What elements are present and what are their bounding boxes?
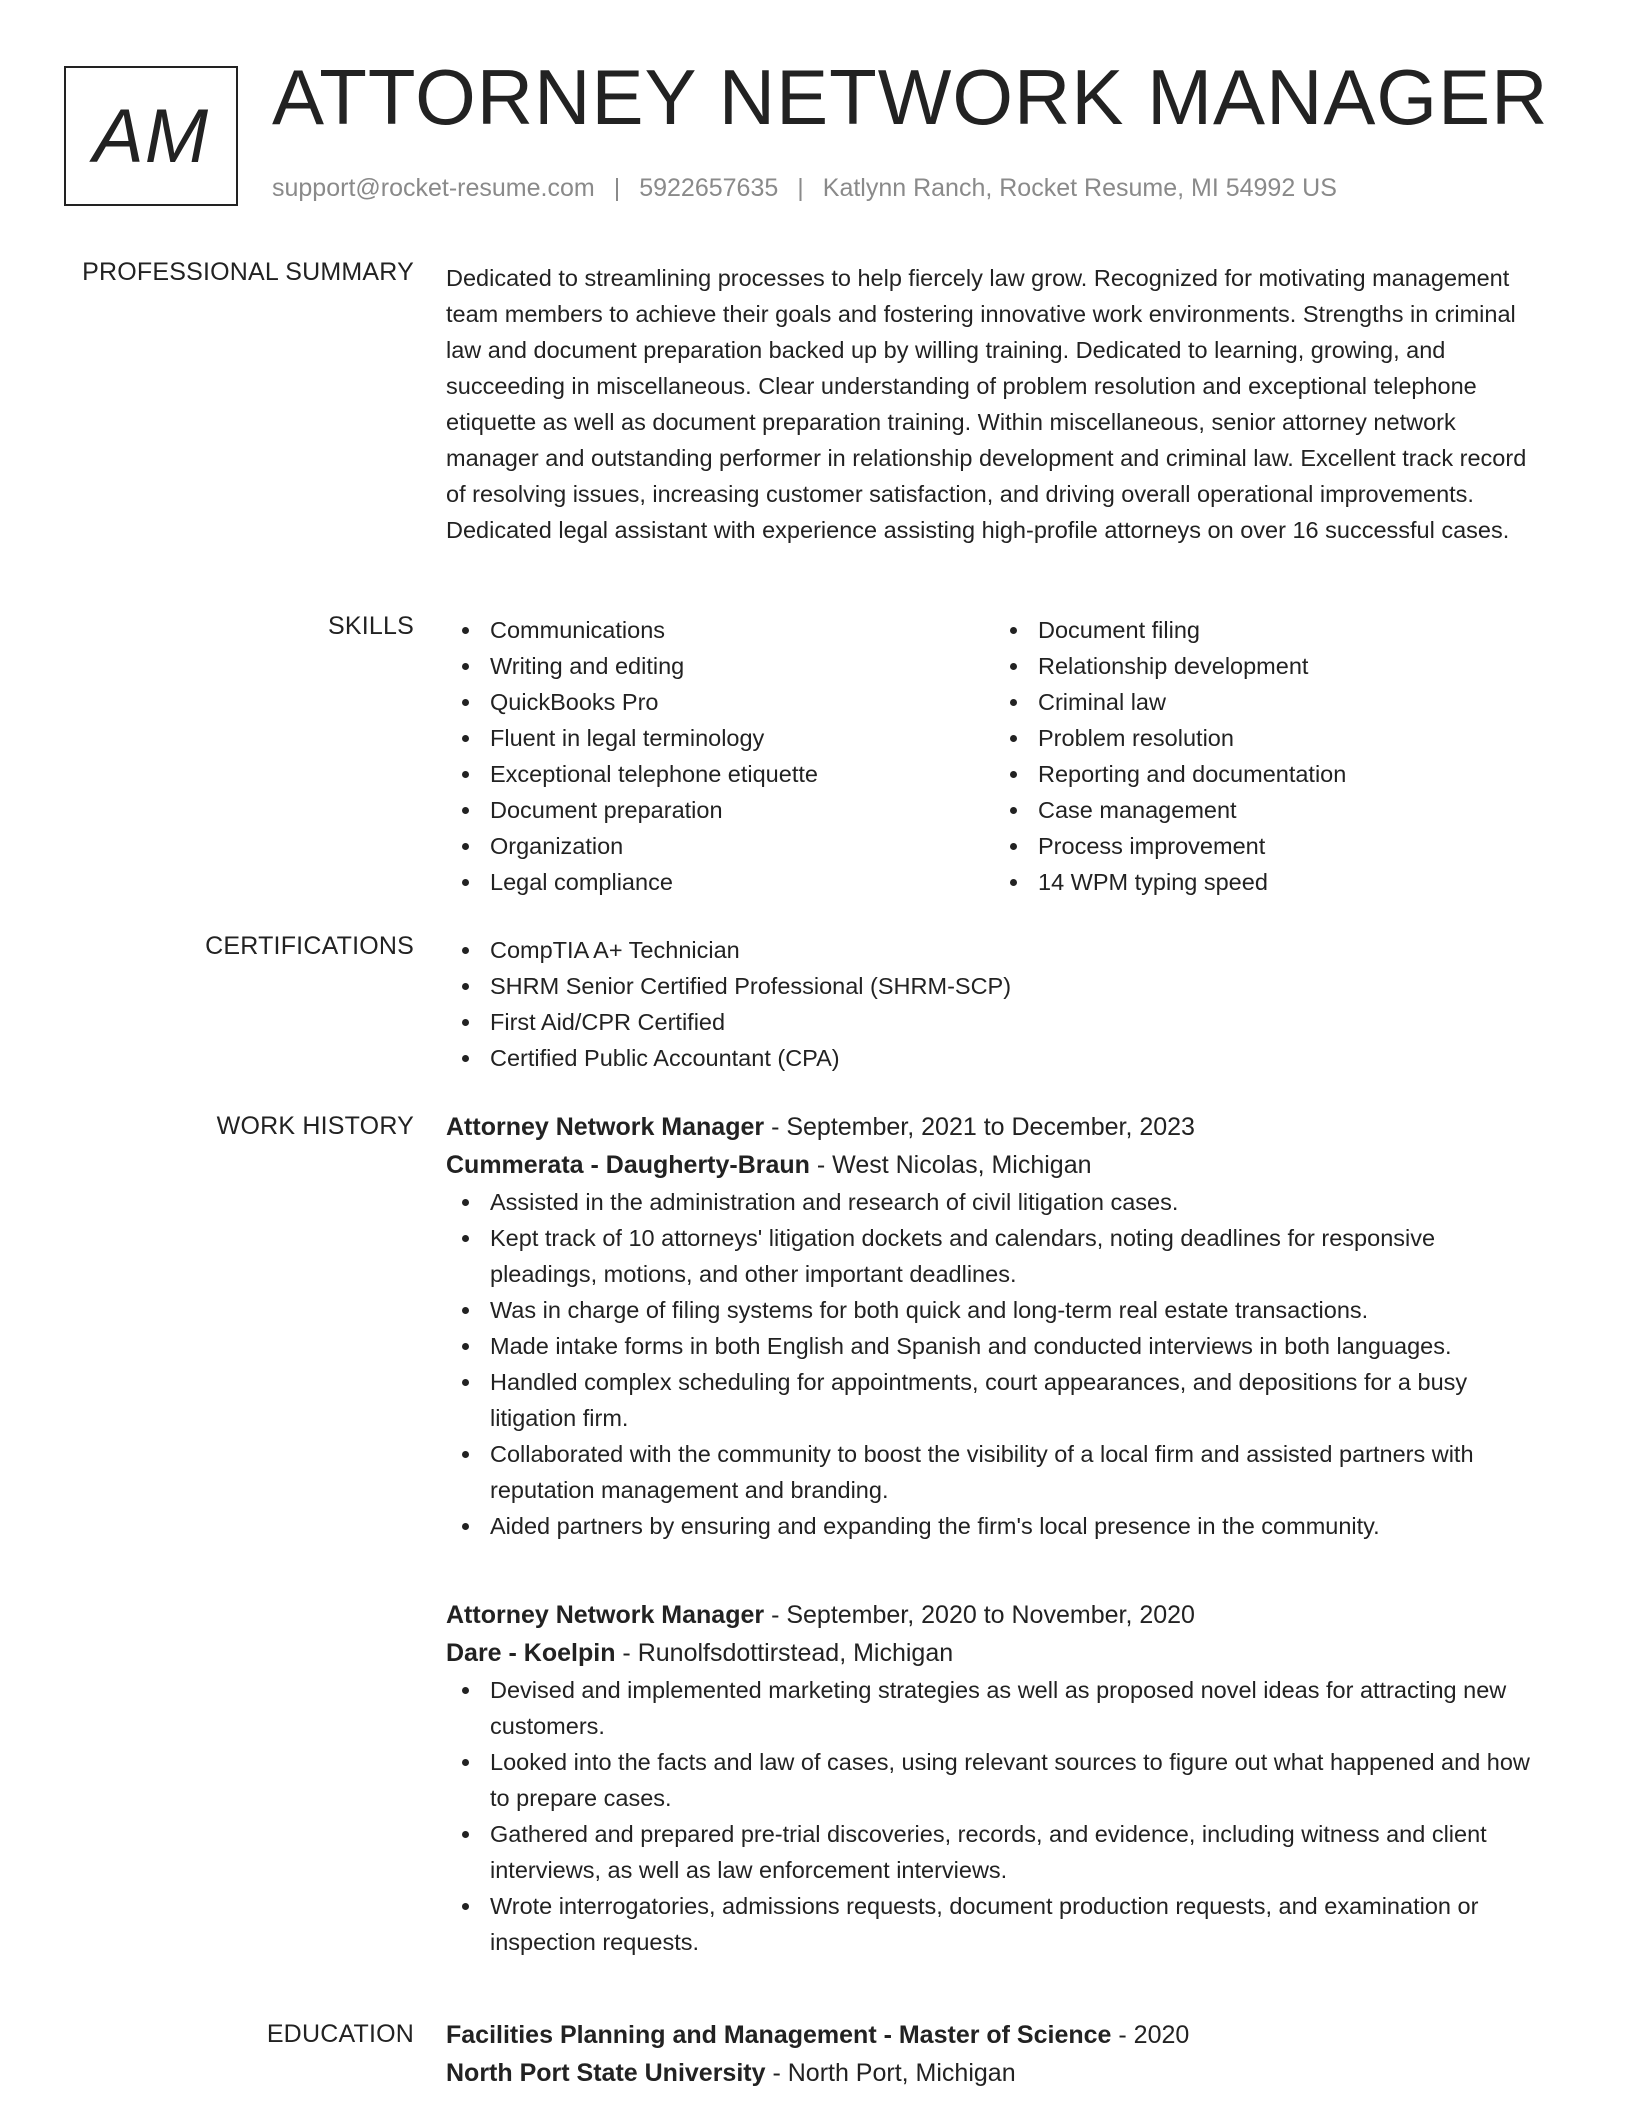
certification-item: First Aid/CPR Certified xyxy=(446,1004,1546,1040)
contact-separator: | xyxy=(613,174,621,202)
job-company: Cummerata - Daugherty-Braun xyxy=(446,1151,810,1179)
certification-item: CompTIA A+ Technician xyxy=(446,932,1546,968)
job-title: Attorney Network Manager xyxy=(446,1601,765,1629)
contact-separator: | xyxy=(797,174,804,202)
monogram-box xyxy=(64,66,238,206)
skill-item: 14 WPM typing speed xyxy=(994,864,1542,900)
skill-item: QuickBooks Pro xyxy=(446,684,994,720)
skill-item: Document preparation xyxy=(446,792,994,828)
skill-item: Problem resolution xyxy=(994,720,1542,756)
job-duty: Looked into the facts and law of cases, using relevant sources to figure out what happened and how to prepare cases. xyxy=(446,1744,1546,1816)
skill-item: Reporting and documentation xyxy=(994,756,1542,792)
skill-item: Exceptional telephone etiquette xyxy=(446,756,994,792)
job-duty: Made intake forms in both English and Spanish and conducted interviews in both languages. xyxy=(446,1328,1546,1364)
skill-item: Relationship development xyxy=(994,648,1542,684)
job-location: - Runolfsdottirstead, Michigan xyxy=(615,1639,954,1667)
job-duty: Handled complex scheduling for appointments, court appearances, and depositions for a busy litigation firm. xyxy=(446,1364,1546,1436)
job-company-line xyxy=(446,1146,1546,1184)
skills-grid xyxy=(446,612,1546,900)
skill-item: Writing and editing xyxy=(446,648,994,684)
monogram-initials: AM xyxy=(93,93,209,179)
job-location: - West Nicolas, Michigan xyxy=(809,1151,1092,1179)
certifications-body xyxy=(446,932,1546,1076)
skill-item: Criminal law xyxy=(994,684,1542,720)
skills-list-right xyxy=(994,612,1542,900)
education-location: - North Port, Michigan xyxy=(765,2059,1016,2087)
job-duty: Assisted in the administration and research of civil litigation cases. xyxy=(446,1184,1546,1220)
certifications-list xyxy=(446,932,1546,1076)
skill-item: Organization xyxy=(446,828,994,864)
job-duties-list xyxy=(446,1184,1546,1544)
certification-item: SHRM Senior Certified Professional (SHRM-SCP) xyxy=(446,968,1546,1004)
education-year: - 2020 xyxy=(1111,2021,1190,2049)
job-entry xyxy=(446,1596,1546,1960)
job-title-line xyxy=(446,1596,1546,1634)
job-dates: - September, 2020 to November, 2020 xyxy=(764,1601,1195,1629)
job-duty: Collaborated with the community to boost the visibility of a local firm and assisted partners with reputation management and branding. xyxy=(446,1436,1546,1508)
skill-item: Fluent in legal terminology xyxy=(446,720,994,756)
job-title-line xyxy=(446,1108,1546,1146)
education-school: North Port State University xyxy=(446,2059,766,2087)
job-entry xyxy=(446,1108,1546,1544)
section-label: WORK HISTORY xyxy=(216,1112,414,1140)
certification-item: Certified Public Accountant (CPA) xyxy=(446,1040,1546,1076)
job-duty: Gathered and prepared pre-trial discoveries, records, and evidence, including witness and client interviews, as well as law enforcement interviews. xyxy=(446,1816,1546,1888)
education-entry xyxy=(446,2016,1546,2092)
job-duty: Kept track of 10 attorneys' litigation dockets and calendars, noting deadlines for responsive pleadings, motions, and other important deadlines. xyxy=(446,1220,1546,1292)
job-duty: Aided partners by ensuring and expanding the firm's local presence in the community. xyxy=(446,1508,1546,1544)
job-dates: - September, 2021 to December, 2023 xyxy=(764,1113,1195,1141)
contact-email[interactable]: support@rocket-resume.com xyxy=(272,174,595,202)
skill-item: Process improvement xyxy=(994,828,1542,864)
summary-text: Dedicated to streamlining processes to help fiercely law grow. Recognized for motivating management team members to achieve their goals and fostering innovative work environments. Strengths in criminal law and document preparation backed up by willing training. Dedicated to learning, growing, and succeeding in miscellaneous. Clear understanding of problem resolution and exceptional telephone etiquette as well as document preparation training. Within miscellaneous, senior attorney network manager and outstanding performer in relationship development and criminal law. Excellent track record of resolving issues, increasing customer satisfaction, and driving overall operational improvements. Dedicated legal assistant with experience assisting high-profile attorneys on over 16 successful cases. xyxy=(446,265,1527,543)
section-label: CERTIFICATIONS xyxy=(205,932,414,960)
contact-address: Katlynn Ranch, Rocket Resume, MI 54992 US xyxy=(822,174,1337,202)
skills-list-left xyxy=(446,612,994,900)
education-school-line xyxy=(446,2054,1546,2092)
section-label: PROFESSIONAL SUMMARY xyxy=(82,258,414,286)
skill-item: Legal compliance xyxy=(446,864,994,900)
job-duty: Devised and implemented marketing strategies as well as proposed novel ideas for attracting new customers. xyxy=(446,1672,1546,1744)
job-company: Dare - Koelpin xyxy=(446,1639,616,1667)
job-duty: Wrote interrogatories, admissions requests, document production requests, and examination or inspection requests. xyxy=(446,1888,1546,1960)
contact-line xyxy=(272,174,1337,203)
job-title: Attorney Network Manager xyxy=(446,1113,765,1141)
education-degree: Facilities Planning and Management - Master of Science xyxy=(446,2021,1112,2049)
section-label: SKILLS xyxy=(328,612,414,640)
job-duties-list xyxy=(446,1672,1546,1960)
resume-title: ATTORNEY NETWORK MANAGER xyxy=(272,53,1549,141)
education-degree-line xyxy=(446,2016,1546,2054)
skill-item: Case management xyxy=(994,792,1542,828)
skill-item: Document filing xyxy=(994,612,1542,648)
job-company-line xyxy=(446,1634,1546,1672)
job-duty: Was in charge of filing systems for both quick and long-term real estate transactions. xyxy=(446,1292,1546,1328)
contact-phone[interactable]: 5922657635 xyxy=(639,174,779,202)
section-label: EDUCATION xyxy=(266,2020,414,2048)
skill-item: Communications xyxy=(446,612,994,648)
